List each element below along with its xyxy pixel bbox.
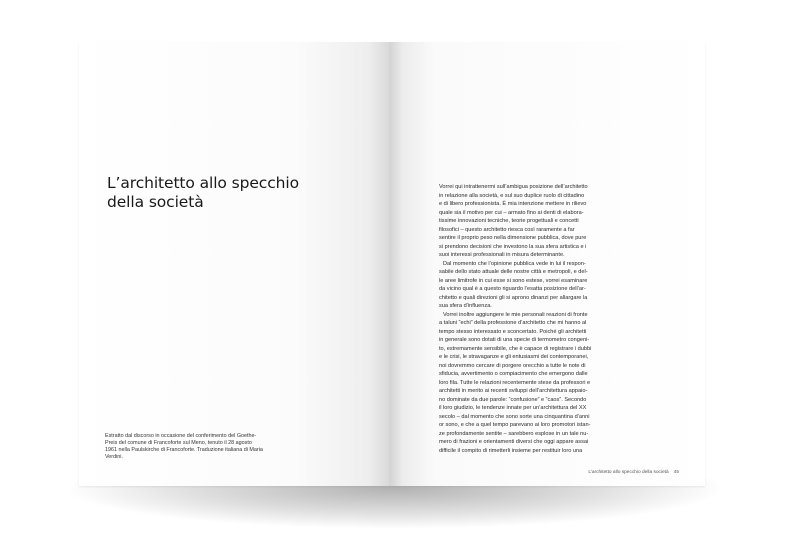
body-line: in relazione alla società, e sul suo duplice ruolo di cittadino xyxy=(439,192,585,199)
body-line: in generale sono dotati di una specie di termometro congeni- xyxy=(439,337,590,343)
body-line: or sono, e che a quel tempo parevano ai loro promotori istan- xyxy=(439,422,591,428)
body-line: Vorrei qui intrattenermi sull’ambigua posizione dell’architetto xyxy=(439,184,588,190)
body-line: to, estremamente sensibile, che è capace di registrare i dubbi xyxy=(439,345,592,352)
chapter-title-line: L’architetto allo specchio xyxy=(107,174,299,192)
body-line: il loro giudizio, le tendenze innate per un’architettura del XX xyxy=(439,405,587,411)
body-line: si prendono decisioni che investono la sua sfera artistica e i xyxy=(439,243,587,250)
caption-line: Verdini. xyxy=(105,454,123,461)
body-line: secolo – dal momento che sono sorte una cinquantina d’anni xyxy=(439,413,590,420)
body-line: Vorrei inoltre aggiungere le mie personali reazioni di fronte xyxy=(443,311,588,318)
body-line: sabile dello stato attuale delle nostre città e metropoli, e del- xyxy=(439,269,588,275)
body-line: tissime innovazioni tecniche, teorie progettuali e concetti xyxy=(439,218,579,224)
chapter-title xyxy=(107,174,367,212)
body-line: chitetto e quali direzioni gli si aprono dinanzi per allargare la xyxy=(439,294,588,301)
body-line: Dal momento che l’opinione pubblica vede in lui il respon- xyxy=(443,260,586,267)
body-line: quale sia il motivo per cui – armato fino ai denti di elabora- xyxy=(439,209,584,216)
right-page xyxy=(390,42,705,486)
body-line: e di libero professionista. È mia intenzione mettere in rilievo xyxy=(439,201,587,207)
page-number: 45 xyxy=(673,470,679,475)
body-line: da vicino qual è a questo riguardo l’esatta posizione dell’ar- xyxy=(439,286,586,292)
body-line: sua sfera d’influenza. xyxy=(439,303,492,309)
body-line: a taluni “echi” della professione d’architetto che mi hanno al xyxy=(439,320,587,326)
caption-line: Estratto dal discorso in occasione del conferimento del Goethe- xyxy=(105,433,257,439)
body-line: le aree limitrofe in cui esse si sono estese, vorrei esaminare xyxy=(439,277,588,284)
body-line: sfiducia, avvertimento o compiacimento che emergono dalle xyxy=(439,371,588,377)
footer-title: L’architetto allo specchio della società xyxy=(588,470,669,475)
body-line: mero di frazioni e orientamenti diversi che oggi appare assai xyxy=(439,439,589,445)
body-line: filosofici – questo architetto riesca così raramente a far xyxy=(439,226,575,233)
source-caption xyxy=(105,433,365,461)
body-line: no dominate da due parole: “confusione” e “caos”. Secondo xyxy=(439,396,587,403)
caption-line: 1961 nella Paulskirche di Francoforte. Traduzione italiana di Maria xyxy=(105,447,263,454)
body-line: noi dovremmo cercare di porgere orecchio a tutte le note di xyxy=(439,362,586,369)
body-line: architetti in merito ai recenti sviluppi dell’architettura appaio- xyxy=(439,388,588,394)
body-line: ze profondamente sentite – sarebbero esplose in un tale nu- xyxy=(439,430,589,437)
body-line: difficile il compito di rimetterli insieme per restituir loro una xyxy=(439,447,583,454)
body-text xyxy=(439,183,697,455)
caption-line: Preis del comune di Francoforte sul Meno, tenuto il 28 agosto xyxy=(105,440,252,447)
body-line: loro fila. Tutte le relazioni recentemente stese da professori e xyxy=(439,379,591,386)
body-line: e le crisi, le stravaganze e gli entusiasmi dei contemporanei, xyxy=(439,354,589,360)
body-line: tempo stesso interessato e sconcertato. Poiché gli architetti xyxy=(439,328,587,335)
running-footer xyxy=(588,470,679,475)
body-line: sentire il proprio peso nella dimensione pubblica, dove pure xyxy=(439,235,587,241)
left-page xyxy=(79,42,390,486)
body-line: suoi interessi professionali in misura determinante. xyxy=(439,252,565,258)
chapter-title-line: della società xyxy=(107,193,204,211)
